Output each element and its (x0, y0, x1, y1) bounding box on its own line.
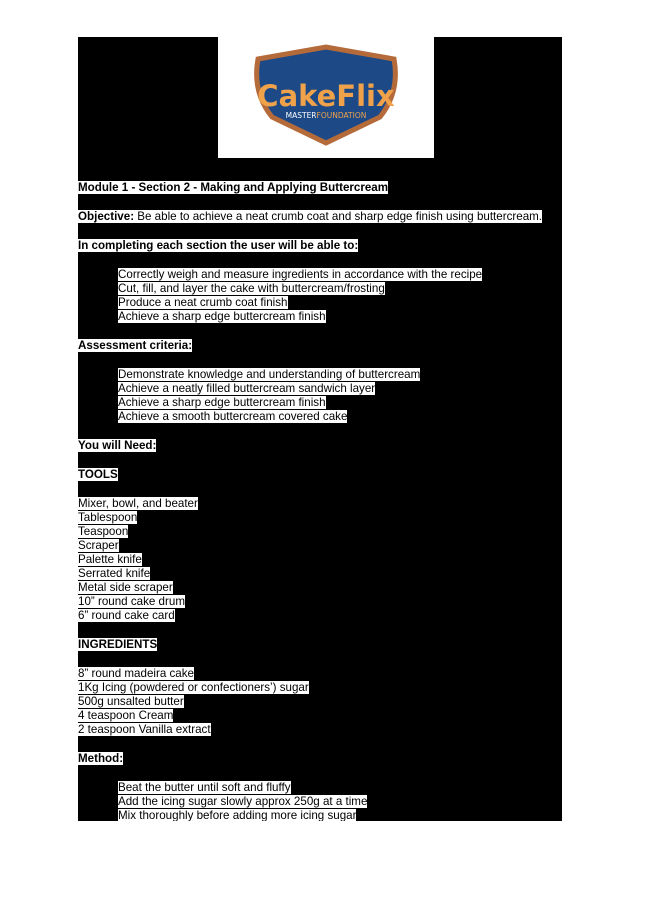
assessment-heading: Assessment criteria: (78, 339, 193, 352)
tools-heading: TOOLS (78, 468, 118, 481)
list-item: Achieve a neatly filled buttercream sandwich layer (118, 382, 376, 395)
list-item: Add the icing sugar slowly approx 250g at a time (118, 795, 368, 808)
list-item: Cut, fill, and layer the cake with buttercream/frosting (118, 282, 385, 295)
list-item: 6” round cake card (78, 609, 175, 622)
need-heading: You will Need: (78, 439, 157, 452)
list-item: 500g unsalted butter (78, 695, 184, 708)
list-item: Achieve a sharp edge buttercream finish (118, 396, 326, 409)
logo-tagline: MASTERFOUNDATION (285, 111, 367, 120)
list-item: Palette knife (78, 553, 142, 566)
list-item: 8” round madeira cake (78, 667, 194, 680)
list-item: 4 teaspoon Cream (78, 709, 174, 722)
ingredients-heading: INGREDIENTS (78, 638, 158, 651)
module-heading: Module 1 - Section 2 - Making and Applying Buttercream (78, 181, 389, 194)
list-item: Mixer, bowl, and beater (78, 497, 198, 510)
list-item: Produce a neat crumb coat finish (118, 296, 288, 309)
list-item: Tablespoon (78, 511, 138, 524)
list-item: Correctly weigh and measure ingredients in accordance with the recipe (118, 268, 483, 281)
objective-line: Objective: Be able to achieve a neat crumb coat and sharp edge finish using buttercream. (78, 210, 543, 223)
document-page (78, 37, 562, 821)
list-item: Scraper (78, 539, 119, 552)
list-item: Serrated knife (78, 567, 151, 580)
cakeflix-logo (218, 37, 434, 158)
completing-heading: In completing each section the user will be able to: (78, 239, 359, 252)
list-item: 1Kg Icing (powdered or confectioners’) sugar (78, 681, 309, 694)
list-item: Beat the butter until soft and fluffy (118, 781, 291, 794)
list-item: 10” round cake drum (78, 595, 185, 608)
list-item: Demonstrate knowledge and understanding of buttercream (118, 368, 421, 381)
list-item: Achieve a sharp edge buttercream finish (118, 310, 326, 323)
logo-box (218, 37, 434, 158)
method-heading: Method: (78, 752, 124, 765)
list-item: Mix thoroughly before adding more icing sugar (118, 809, 357, 821)
list-item: Teaspoon (78, 525, 129, 538)
logo-brand-text: CakeFlix (257, 79, 395, 113)
list-item: 2 teaspoon Vanilla extract (78, 723, 211, 736)
list-item: Achieve a smooth buttercream covered cake (118, 410, 348, 423)
list-item: Metal side scraper (78, 581, 173, 594)
